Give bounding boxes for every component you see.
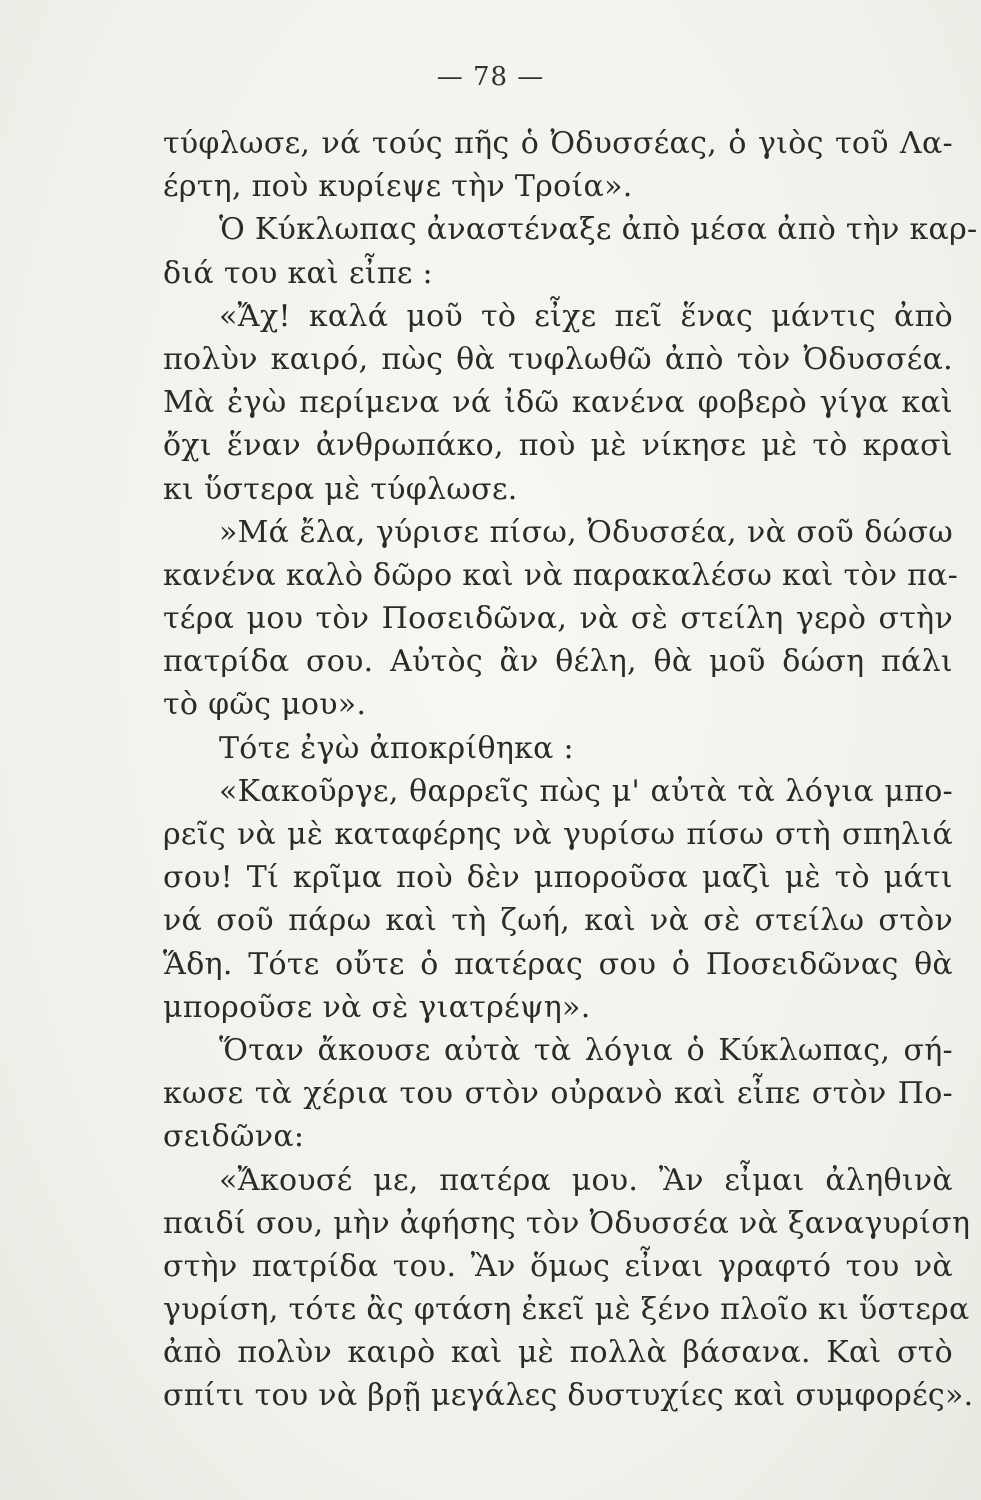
page-number: — 78 —: [436, 62, 545, 92]
text-line: Μὰ ἐγὼ περίμενα νά ἰδῶ κανένα φοβερὸ γίγα καὶ: [163, 385, 953, 421]
text-line: «Ἄκουσέ με, πατέρα μου. Ἂν εἶμαι ἀληθινὰ: [219, 1162, 953, 1198]
text-line: γυρίση, τότε ἂς φτάση ἐκεῖ μὲ ξένο πλοῖο κι ὕστερα: [163, 1292, 970, 1328]
text-line: στὴν πατρίδα του. Ἂν ὅμως εἶναι γραφτό του νὰ: [163, 1248, 953, 1284]
text-line: κωσε τὰ χέρια του στὸν οὐρανὸ καὶ εἶπε στὸν Πο-: [163, 1076, 953, 1112]
body-text: [163, 122, 978, 1418]
text-line: διά του καὶ εἶπε :: [163, 255, 433, 291]
text-line: Ἅδη. Τότε οὔτε ὁ πατέρας σου ὁ Ποσειδῶνας θὰ: [163, 946, 953, 982]
text-line: Ὁ Κύκλωπας ἀναστέναξε ἀπὸ μέσα ἀπὸ τὴν καρ-: [219, 212, 978, 248]
text-line: τύφλωσε, νά τούς πῆς ὁ Ὀδυσσέας, ὁ γιὸς τοῦ Λα-: [163, 126, 953, 161]
text-line: παιδί σου, μὴν ἀφήσης τὸν Ὀδυσσέα νὰ ξαναγυρίση: [163, 1205, 971, 1241]
text-line: σου! Τί κρῖμα ποὺ δὲν μποροῦσα μαζὶ μὲ τὸ μάτι: [163, 860, 953, 896]
text-line: «Κακοῦργε, θαρρεῖς πὼς μ' αὐτὰ τὰ λόγια μπο-: [219, 773, 953, 809]
text-line: »Μά ἔλα, γύρισε πίσω, Ὀδυσσέα, νὰ σοῦ δώσω: [219, 514, 953, 550]
text-line: τὸ φῶς μου».: [163, 687, 367, 723]
text-line: ρεῖς νὰ μὲ καταφέρης νὰ γυρίσω πίσω στὴ σπηλιά: [163, 817, 953, 852]
text-line: σειδῶνα:: [163, 1119, 305, 1155]
text-line: σπίτι του νὰ βρῇ μεγάλες δυστυχίες καὶ συμφορές».: [163, 1378, 974, 1414]
text-line: έρτη, ποὺ κυρίεψε τὴν Τροία».: [163, 169, 633, 205]
text-line: Τότε ἐγὼ ἀποκρίθηκα :: [219, 730, 574, 766]
text-line: πολὺν καιρό, πὼς θὰ τυφλωθῶ ἀπὸ τὸν Ὀδυσσέα.: [163, 341, 953, 377]
text-line: κανένα καλὸ δῶρο καὶ νὰ παρακαλέσω καὶ τὸν πα-: [163, 557, 959, 593]
text-line: νά σοῦ πάρω καὶ τὴ ζωή, καὶ νὰ σὲ στείλω στὸν: [163, 903, 953, 939]
text-line: Ὅταν ἄκουσε αὐτὰ τὰ λόγια ὁ Κύκλωπας, σή-: [219, 1032, 953, 1068]
text-line: ἀπὸ πολὺν καιρὸ καὶ μὲ πολλὰ βάσανα. Καὶ στὸ: [163, 1335, 953, 1371]
text-line: τέρα μου τὸν Ποσειδῶνα, νὰ σὲ στείλη γερὸ στὴν: [163, 601, 953, 637]
text-line: μποροῦσε νὰ σὲ γιατρέψη».: [163, 989, 591, 1025]
text-line: ὄχι ἕναν ἀνθρωπάκο, ποὺ μὲ νίκησε μὲ τὸ κρασὶ: [163, 428, 953, 464]
text-line: κι ὕστερα μὲ τύφλωσε.: [163, 471, 518, 507]
text-line: πατρίδα σου. Αὐτὸς ἂν θέλη, θὰ μοῦ δώση πάλι: [163, 644, 953, 680]
text-line: «Ἄχ! καλά μοῦ τὸ εἶχε πεῖ ἕνας μάντις ἀπὸ: [219, 298, 953, 334]
